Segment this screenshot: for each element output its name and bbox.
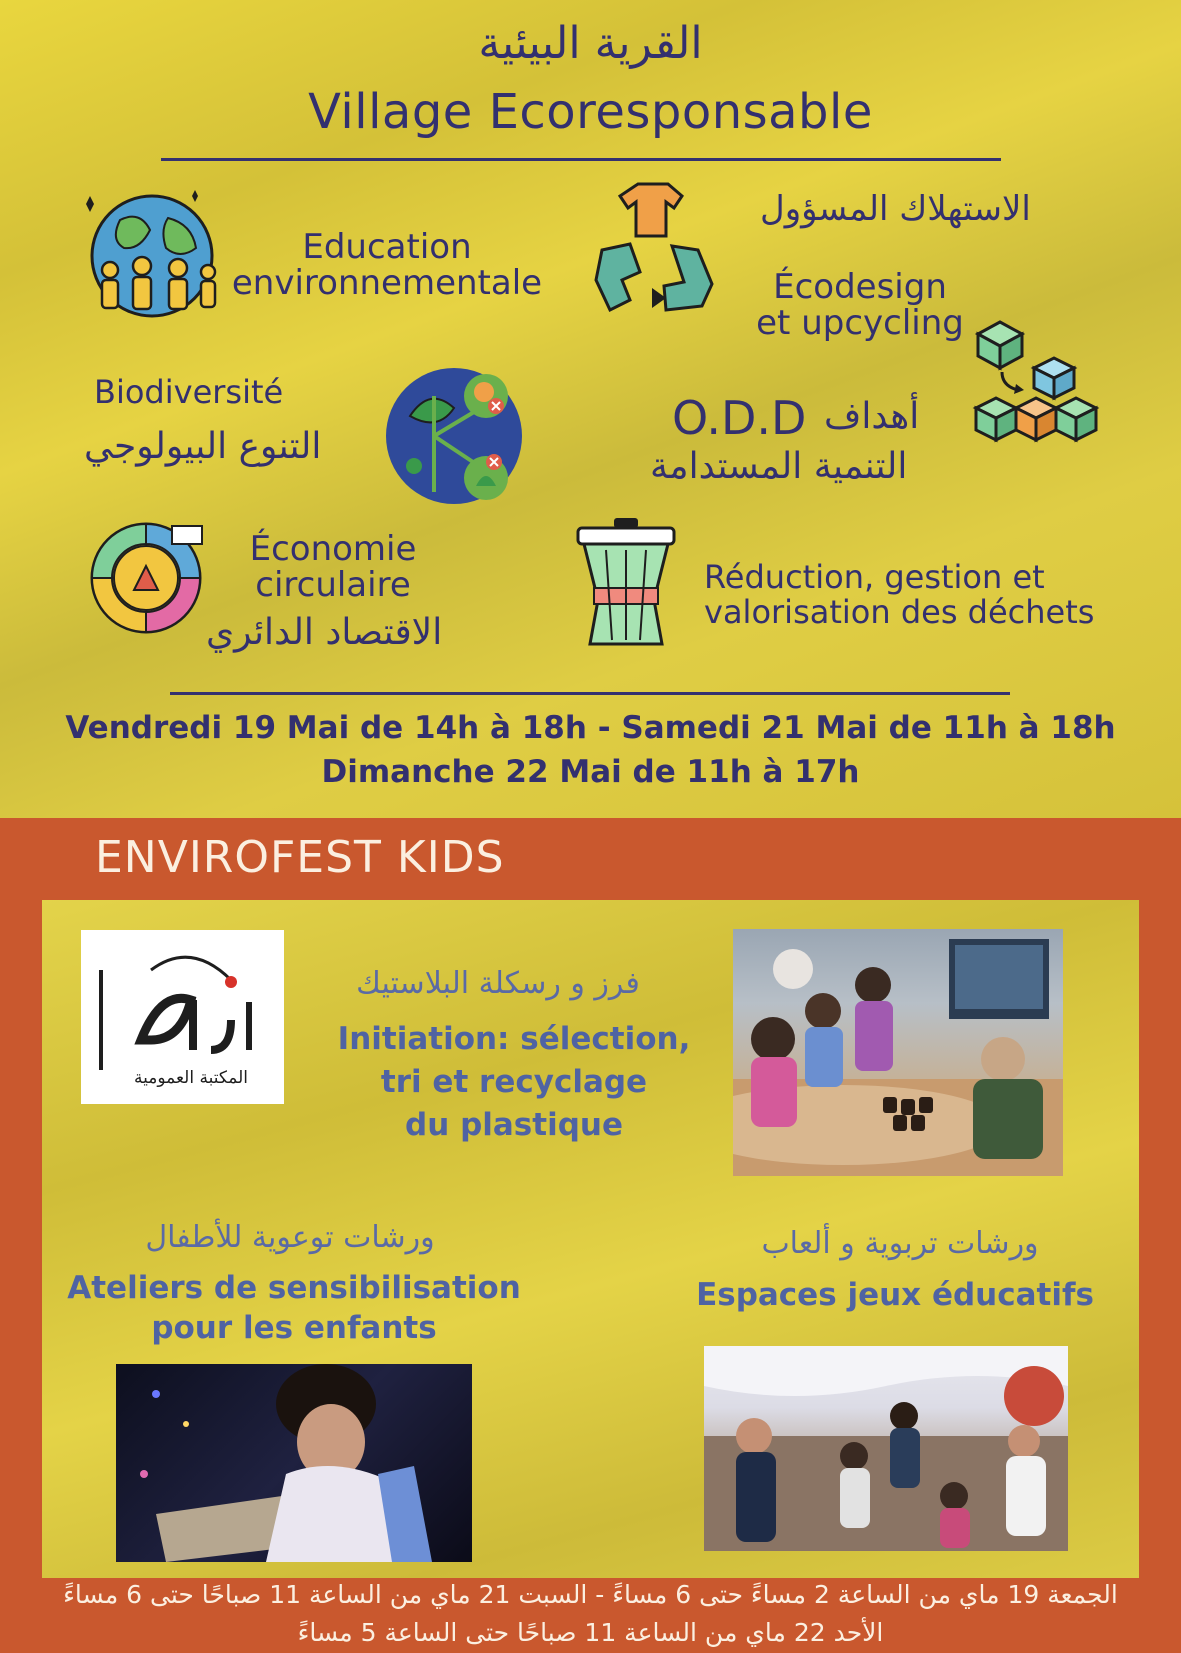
- education-line2: environnementale: [231, 262, 543, 303]
- library-logo-text: المكتبة العمومية: [134, 1068, 248, 1088]
- divider-top: [161, 158, 1001, 161]
- earth-people-icon: [80, 190, 220, 322]
- economie-line1: Économie: [249, 529, 417, 569]
- village-section: [0, 0, 1181, 818]
- ecodesign-line2: et upcycling: [756, 302, 964, 343]
- ecodesign-label: [740, 267, 980, 343]
- footer-line1: الجمعة 19 ماي من الساعة 2 مساءً حتى 6 مساءً - السبت 21 ماي من الساعة 11 صباحًا حتى 6 مساءً: [63, 1580, 1118, 1609]
- dechets-line2: valorisation des déchets: [704, 592, 1095, 631]
- schedule-line1: Vendredi 19 Mai de 14h à 18h - Samedi 21 Mai de 11h à 18h: [65, 710, 1116, 746]
- dechets-line1: Réduction, gestion et: [704, 558, 1045, 596]
- kids-title: ENVIROFEST KIDS: [95, 832, 505, 883]
- recycle-clothes-icon: [588, 176, 718, 322]
- dechets-label: [704, 560, 1094, 629]
- odd-fr: O.D.D: [672, 391, 807, 445]
- photo-recycling-workshop: [733, 929, 1063, 1176]
- schedule-line2: Dimanche 22 Mai de 11h à 17h: [321, 754, 860, 790]
- biodiversite-ar: التنوع البيولوجي: [84, 426, 322, 467]
- title-arabic: القرية البيئية: [478, 18, 703, 69]
- education-line1: Education: [302, 227, 472, 267]
- jeux-fr: Espaces jeux éducatifs: [696, 1277, 1094, 1313]
- title-french: Village Ecoresponsable: [308, 84, 873, 140]
- initiation-line1: Initiation: sélection,: [337, 1021, 691, 1057]
- biodiversite-fr: Biodiversité: [94, 373, 284, 411]
- ateliers-ar: ورشات توعوية للأطفال: [145, 1220, 435, 1255]
- odd-ar: التنمية المستدامة: [650, 446, 908, 487]
- jeux-ar: ورشات تربوية و ألعاب: [761, 1226, 1039, 1261]
- divider-bottom: [170, 692, 1010, 695]
- photo-tent-games: [704, 1346, 1068, 1551]
- footer-line2: الأحد 22 ماي من الساعة 11 صباحًا حتى الساعة 5 مساءً: [297, 1618, 884, 1647]
- education-label: [222, 227, 552, 303]
- photo-child-drawing: [116, 1364, 472, 1562]
- ateliers-fr: [54, 1268, 534, 1349]
- cubes-icon: [972, 318, 1102, 458]
- circular-economy-icon: [86, 510, 210, 640]
- initiation-line2: tri et recyclage: [380, 1063, 648, 1100]
- biodiversity-globe-icon: [384, 366, 524, 506]
- library-logo: [81, 930, 284, 1104]
- trash-bin-icon: [574, 516, 678, 652]
- economie-label: [208, 529, 458, 605]
- consommation-label: الاستهلاك المسؤول: [760, 189, 1031, 229]
- initiation-ar: فرز و رسكلة البلاستيك: [356, 966, 640, 1001]
- initiation-line3: du plastique: [405, 1106, 623, 1143]
- initiation-fr: [324, 1018, 704, 1146]
- odd-ar-prefix: أهداف: [824, 396, 920, 437]
- economie-line2: circulaire: [255, 564, 411, 605]
- ecodesign-line1: Écodesign: [773, 267, 947, 307]
- economie-ar: الاقتصاد الدائري: [206, 612, 443, 653]
- ateliers-line1: Ateliers de sensibilisation: [67, 1270, 521, 1306]
- ateliers-line2: pour les enfants: [151, 1310, 437, 1347]
